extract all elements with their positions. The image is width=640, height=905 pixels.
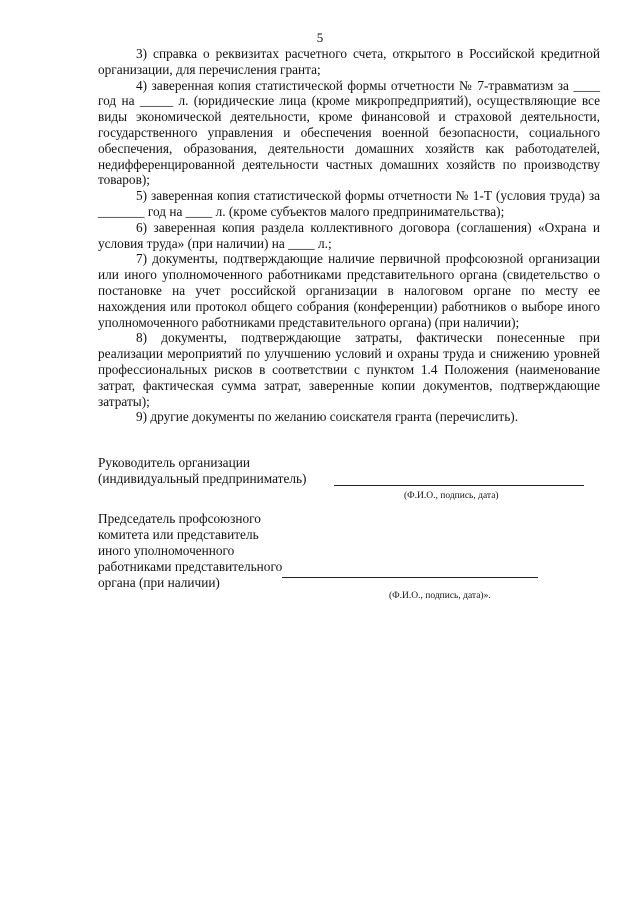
list-item-6: 6) заверенная копия раздела коллективного договора (соглашения) «Охрана и условия труда» (при наличии) на ____ л.; [98,219,600,251]
head-title-line2: (индивидуальный предприниматель) [98,471,307,486]
list-item-5: 5) заверенная копия статистической формы отчетности № 1-Т (условия труда) за _______ год на ____ л. (кроме субъектов малого предпринимательства); [98,188,600,219]
union-signature-line [282,577,538,578]
head-signature-caption: (Ф.И.О., подпись, дата) [404,491,499,501]
union-title-line4: работниками представительного [98,559,283,574]
list-item-3: 3) справка о реквизитах расчетного счета, открытого в Российской кредитной организации, для перечисления гранта; [98,46,600,77]
list-item-8: 8) документы, подтверждающие затраты, фактически понесенные при реализации мероприятий по улучшению условий и охраны труда и снижению уровней профессиональных рисков в соответствии с пунктом 1.4 Положения (наименование затрат, фактическая сумма затрат, заверенные копии документов, подтверждающие затраты); [98,330,600,409]
union-title-line3: иного уполномоченного [98,543,235,558]
document-list [98,46,600,425]
union-signature-block [98,511,598,601]
head-signature-block [98,455,598,501]
union-title-line2: комитета или представитель [98,527,259,542]
union-signature-caption: (Ф.И.О., подпись, дата)». [389,591,491,601]
list-item-4: 4) заверенная копия статистической формы отчетности № 7-травматизм за ____ год на _____ л. (юридические лица (кроме микропредприятий), осуществляющие все виды экономической деятельности, кроме финансовой и страховой деятельности, государственного управления и обеспечения военной безопасности, социального обеспечения, образования, деятельности домашних хозяйств как работодателей, недифференцированной деятельности частных домашних хозяйств по производству товаров); [98,77,600,188]
union-title-line5: органа (при наличии) [98,575,220,590]
list-item-7: 7) документы, подтверждающие наличие первичной профсоюзной организации или иного уполномоченного работниками представительного органа (свидетельство о постановке на учет российской организации в налоговом органе по месту ее нахождения или протокол общего собрания (конференции) работников о выборе иного уполномоченного работниками представительного органа) (при наличии); [98,251,600,330]
page-number: 5 [316,30,324,45]
head-signature-line [334,485,584,486]
list-item-9: 9) другие документы по желанию соискателя гранта (перечислить). [136,409,519,425]
head-title-line1: Руководитель организации [98,455,250,470]
union-title-line1: Председатель профсоюзного [98,511,261,526]
